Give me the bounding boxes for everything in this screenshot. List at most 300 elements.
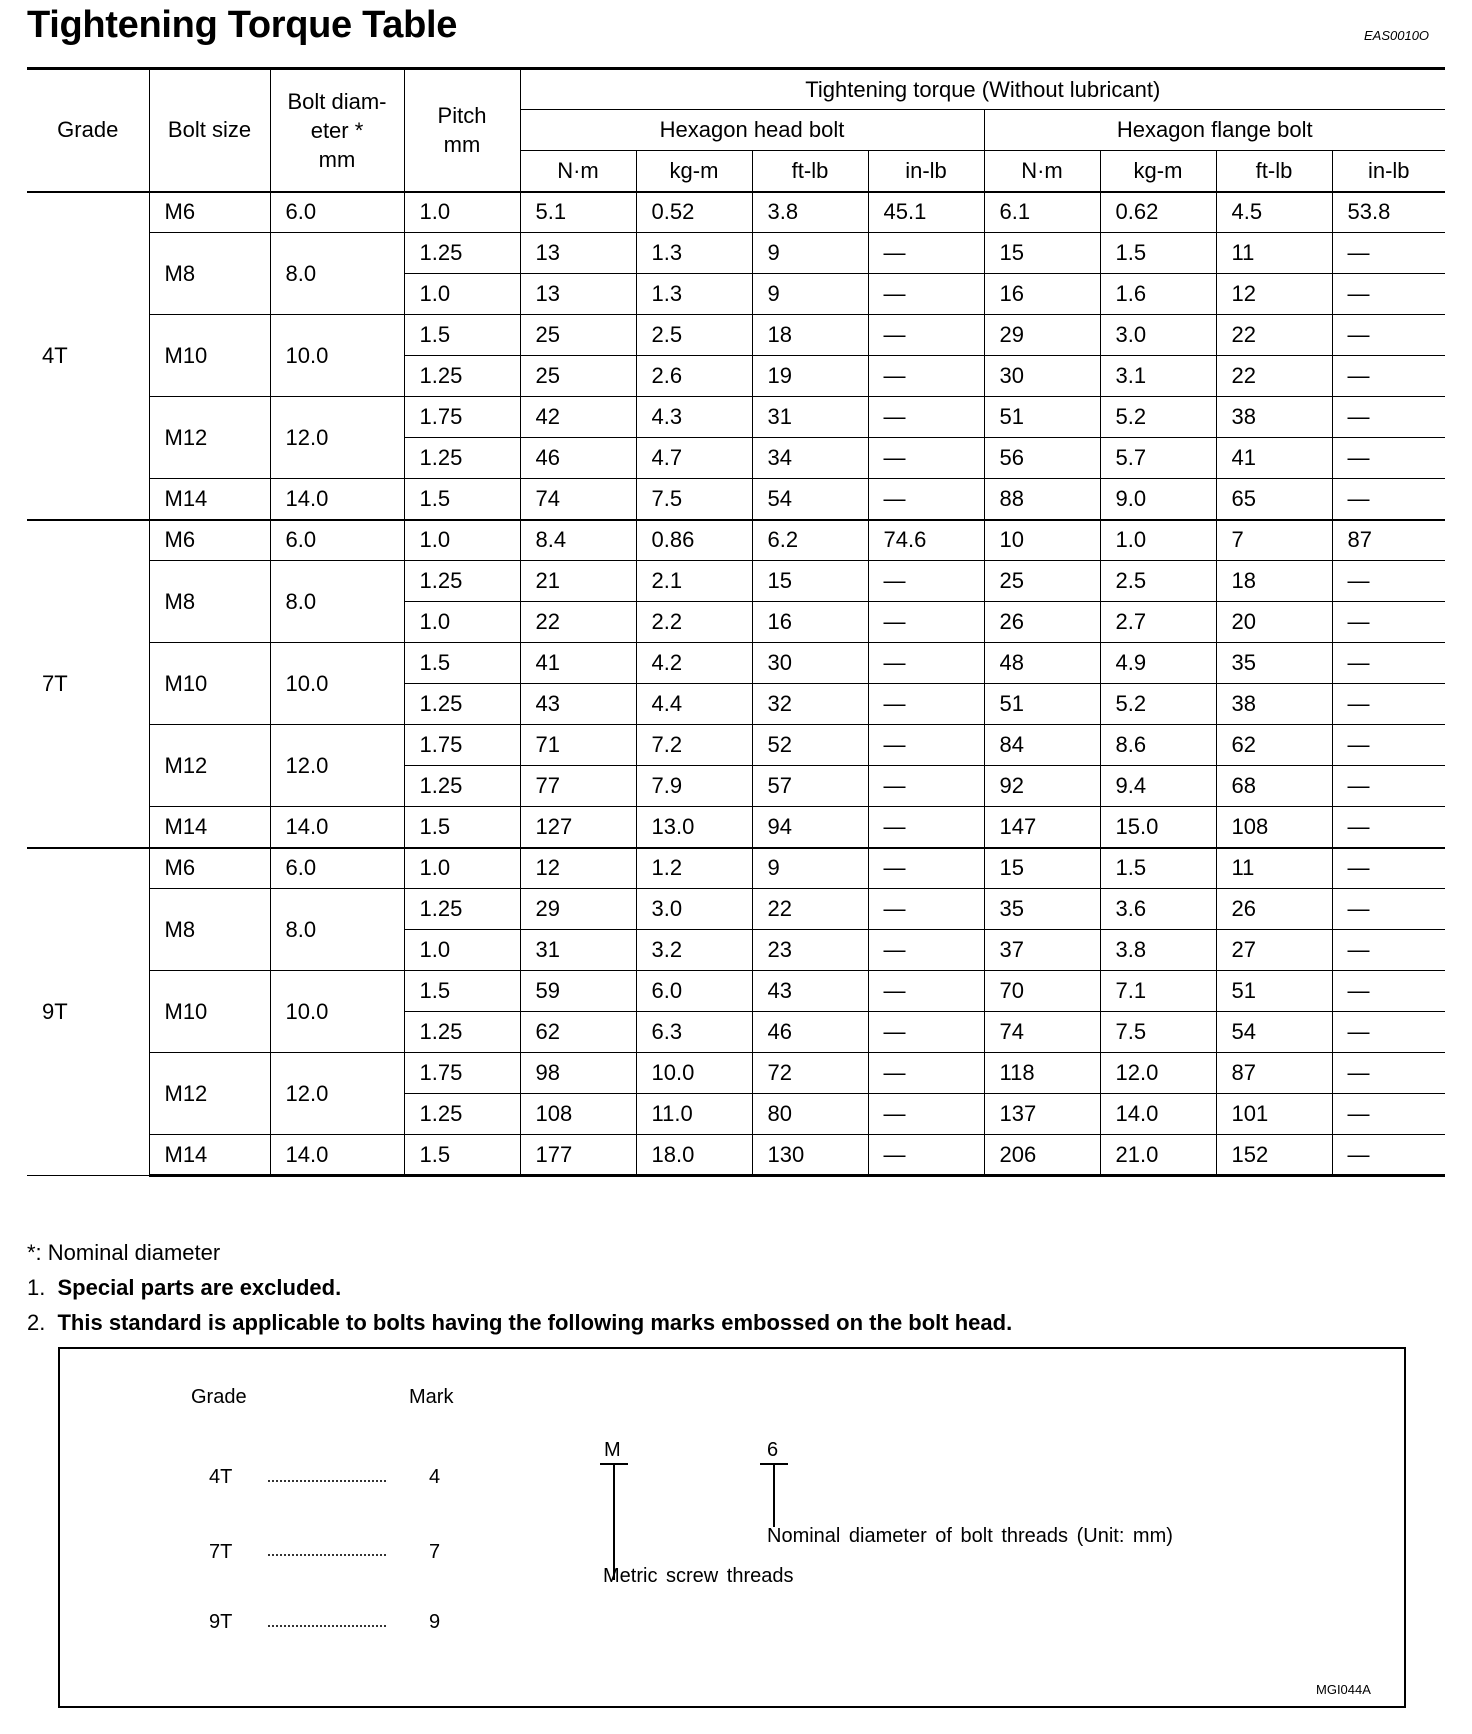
bolt-size-cell: M6 — [149, 848, 270, 889]
torque-value-cell: 9.0 — [1100, 479, 1216, 520]
document-code: EAS0010O — [1364, 28, 1430, 43]
torque-value-cell: 1.3 — [636, 274, 752, 315]
torque-value-cell: 5.2 — [1100, 684, 1216, 725]
torque-value-cell: 30 — [984, 356, 1100, 397]
torque-value-cell: 13 — [520, 274, 636, 315]
torque-value-cell: 29 — [520, 889, 636, 930]
header-grade: Grade — [27, 69, 149, 192]
torque-value-cell: 22 — [520, 602, 636, 643]
torque-value-cell: 54 — [752, 479, 868, 520]
torque-value-cell: 7.5 — [1100, 1012, 1216, 1053]
torque-value-cell: 74.6 — [868, 520, 984, 561]
torque-value-cell: 68 — [1216, 766, 1332, 807]
header-bolt-size: Bolt size — [149, 69, 270, 192]
torque-value-cell: — — [868, 1012, 984, 1053]
bolt-size-cell: M12 — [149, 397, 270, 479]
torque-value-cell: 25 — [520, 315, 636, 356]
torque-value-cell: — — [1332, 315, 1445, 356]
torque-value-cell: — — [868, 479, 984, 520]
torque-value-cell: 92 — [984, 766, 1100, 807]
bolt-diameter-cell: 10.0 — [270, 315, 404, 397]
torque-value-cell: 108 — [520, 1094, 636, 1135]
torque-value-cell: 3.1 — [1100, 356, 1216, 397]
leader-line-6 — [773, 1463, 775, 1527]
torque-value-cell: 9 — [752, 848, 868, 889]
torque-value-cell: 0.86 — [636, 520, 752, 561]
bolt-diameter-cell: 6.0 — [270, 848, 404, 889]
unit-header: kg-m — [636, 151, 752, 192]
torque-table — [27, 67, 1445, 1177]
torque-value-cell: 1.5 — [1100, 848, 1216, 889]
table-row — [27, 643, 1445, 684]
pitch-cell: 1.25 — [404, 766, 520, 807]
unit-header: N·m — [520, 151, 636, 192]
torque-value-cell: 7.2 — [636, 725, 752, 766]
torque-value-cell: 59 — [520, 971, 636, 1012]
label-6: 6 — [767, 1439, 779, 1461]
bolt-mark-figure — [58, 1347, 1406, 1708]
torque-value-cell: — — [1332, 356, 1445, 397]
torque-value-cell: 94 — [752, 807, 868, 848]
torque-value-cell: 25 — [984, 561, 1100, 602]
torque-value-cell: 19 — [752, 356, 868, 397]
torque-value-cell: — — [868, 684, 984, 725]
table-row — [27, 807, 1445, 848]
torque-value-cell: — — [1332, 889, 1445, 930]
torque-value-cell: 35 — [984, 889, 1100, 930]
torque-value-cell: 34 — [752, 438, 868, 479]
bolt-diameter-cell: 10.0 — [270, 643, 404, 725]
bolt-diameter-cell: 8.0 — [270, 889, 404, 971]
torque-value-cell: — — [868, 397, 984, 438]
torque-value-cell: 5.1 — [520, 192, 636, 233]
torque-value-cell: 98 — [520, 1053, 636, 1094]
torque-value-cell: 2.5 — [636, 315, 752, 356]
torque-value-cell: 32 — [752, 684, 868, 725]
pitch-cell: 1.25 — [404, 1094, 520, 1135]
torque-value-cell: 9 — [752, 233, 868, 274]
torque-value-cell: 77 — [520, 766, 636, 807]
unit-header: ft-lb — [1216, 151, 1332, 192]
torque-value-cell: 4.9 — [1100, 643, 1216, 684]
bolt-diameter-cell: 8.0 — [270, 233, 404, 315]
torque-value-cell: 5.7 — [1100, 438, 1216, 479]
torque-value-cell: — — [1332, 438, 1445, 479]
torque-value-cell: 21.0 — [1100, 1135, 1216, 1176]
page-title: Tightening Torque Table — [27, 4, 458, 46]
torque-value-cell: 5.2 — [1100, 397, 1216, 438]
torque-value-cell: 54 — [1216, 1012, 1332, 1053]
torque-value-cell: 16 — [752, 602, 868, 643]
torque-value-cell: — — [868, 848, 984, 889]
torque-value-cell: 7.1 — [1100, 971, 1216, 1012]
torque-value-cell: 42 — [520, 397, 636, 438]
header-hexagon-head-bolt: Hexagon head bolt — [520, 110, 984, 151]
torque-value-cell: 4.3 — [636, 397, 752, 438]
torque-value-cell: 48 — [984, 643, 1100, 684]
torque-value-cell: 21 — [520, 561, 636, 602]
pitch-cell: 1.75 — [404, 397, 520, 438]
torque-value-cell: 74 — [520, 479, 636, 520]
pitch-cell: 1.5 — [404, 971, 520, 1012]
pitch-cell: 1.0 — [404, 192, 520, 233]
torque-value-cell: 8.4 — [520, 520, 636, 561]
torque-value-cell: 43 — [752, 971, 868, 1012]
figure-mark-header: Mark — [409, 1386, 454, 1408]
torque-value-cell: 108 — [1216, 807, 1332, 848]
torque-value-cell: 4.5 — [1216, 192, 1332, 233]
torque-value-cell: — — [868, 930, 984, 971]
pitch-cell: 1.25 — [404, 889, 520, 930]
figure-code: MGI044A — [1316, 1682, 1371, 1697]
torque-value-cell: 38 — [1216, 684, 1332, 725]
torque-value-cell: 2.6 — [636, 356, 752, 397]
figure-grade-label: 7T — [209, 1541, 233, 1563]
torque-value-cell: — — [868, 1094, 984, 1135]
torque-value-cell: 26 — [1216, 889, 1332, 930]
torque-value-cell: 72 — [752, 1053, 868, 1094]
torque-value-cell: 152 — [1216, 1135, 1332, 1176]
bolt-size-cell: M12 — [149, 1053, 270, 1135]
torque-value-cell: 9 — [752, 274, 868, 315]
table-row — [27, 889, 1445, 930]
torque-value-cell: 65 — [1216, 479, 1332, 520]
torque-value-cell: 70 — [984, 971, 1100, 1012]
torque-value-cell: — — [1332, 397, 1445, 438]
torque-value-cell: 101 — [1216, 1094, 1332, 1135]
torque-value-cell: 27 — [1216, 930, 1332, 971]
torque-value-cell: 4.7 — [636, 438, 752, 479]
torque-value-cell: — — [1332, 1053, 1445, 1094]
bolt-size-cell: M14 — [149, 807, 270, 848]
torque-value-cell: 18 — [752, 315, 868, 356]
torque-value-cell: 26 — [984, 602, 1100, 643]
torque-value-cell: 1.2 — [636, 848, 752, 889]
torque-value-cell: 87 — [1216, 1053, 1332, 1094]
bolt-diameter-cell: 12.0 — [270, 397, 404, 479]
torque-value-cell: 22 — [1216, 356, 1332, 397]
bolt-diameter-cell: 6.0 — [270, 192, 404, 233]
torque-value-cell: 14.0 — [1100, 1094, 1216, 1135]
torque-value-cell: 29 — [984, 315, 1100, 356]
table-row — [27, 192, 1445, 233]
figure-mark-value: 4 — [429, 1466, 441, 1488]
header-bolt-diameter: Bolt diam- eter * mm — [270, 69, 404, 192]
torque-value-cell: 25 — [520, 356, 636, 397]
torque-value-cell: 51 — [984, 684, 1100, 725]
bolt-size-cell: M10 — [149, 643, 270, 725]
figure-mark-value: 9 — [429, 1611, 441, 1633]
torque-value-cell: 10.0 — [636, 1053, 752, 1094]
torque-value-cell: 7 — [1216, 520, 1332, 561]
torque-value-cell: 53.8 — [1332, 192, 1445, 233]
table-row — [27, 1135, 1445, 1176]
torque-value-cell: 2.7 — [1100, 602, 1216, 643]
torque-value-cell: — — [868, 889, 984, 930]
torque-value-cell: 12.0 — [1100, 1053, 1216, 1094]
torque-value-cell: 4.4 — [636, 684, 752, 725]
figure-grade-label: 4T — [209, 1466, 233, 1488]
torque-value-cell: 10 — [984, 520, 1100, 561]
torque-value-cell: — — [868, 602, 984, 643]
header-pitch: Pitch mm — [404, 69, 520, 192]
table-row — [27, 315, 1445, 356]
torque-value-cell: 3.8 — [752, 192, 868, 233]
torque-value-cell: 3.8 — [1100, 930, 1216, 971]
torque-value-cell: 12 — [1216, 274, 1332, 315]
bolt-diameter-cell: 12.0 — [270, 725, 404, 807]
figure-mark-value: 7 — [429, 1541, 441, 1563]
torque-value-cell: 13 — [520, 233, 636, 274]
pitch-cell: 1.5 — [404, 807, 520, 848]
torque-value-cell: 8.6 — [1100, 725, 1216, 766]
torque-value-cell: 6.3 — [636, 1012, 752, 1053]
bolt-size-cell: M6 — [149, 192, 270, 233]
torque-value-cell: 38 — [1216, 397, 1332, 438]
bolt-size-cell: M12 — [149, 725, 270, 807]
bolt-size-cell: M10 — [149, 971, 270, 1053]
torque-value-cell: 11 — [1216, 233, 1332, 274]
table-row — [27, 561, 1445, 602]
torque-value-cell: 57 — [752, 766, 868, 807]
torque-value-cell: 62 — [1216, 725, 1332, 766]
table-row — [27, 479, 1445, 520]
unit-header: kg-m — [1100, 151, 1216, 192]
pitch-cell: 1.0 — [404, 930, 520, 971]
torque-value-cell: 37 — [984, 930, 1100, 971]
leader-dots — [268, 1625, 386, 1627]
leader-dots — [268, 1554, 386, 1556]
unit-header: in-lb — [868, 151, 984, 192]
torque-value-cell: 51 — [1216, 971, 1332, 1012]
unit-header: ft-lb — [752, 151, 868, 192]
table-row — [27, 725, 1445, 766]
torque-value-cell: 12 — [520, 848, 636, 889]
torque-value-cell: 31 — [752, 397, 868, 438]
unit-header: in-lb — [1332, 151, 1445, 192]
bolt-size-cell: M8 — [149, 889, 270, 971]
torque-value-cell: 1.0 — [1100, 520, 1216, 561]
torque-value-cell: — — [1332, 602, 1445, 643]
pitch-cell: 1.25 — [404, 356, 520, 397]
torque-value-cell: 71 — [520, 725, 636, 766]
table-row — [27, 233, 1445, 274]
bolt-size-cell: M14 — [149, 479, 270, 520]
torque-value-cell: 23 — [752, 930, 868, 971]
torque-value-cell: 18 — [1216, 561, 1332, 602]
torque-value-cell: — — [1332, 1012, 1445, 1053]
bolt-size-cell: M8 — [149, 561, 270, 643]
torque-value-cell: 137 — [984, 1094, 1100, 1135]
torque-value-cell: — — [1332, 684, 1445, 725]
torque-value-cell: 6.0 — [636, 971, 752, 1012]
torque-value-cell: 35 — [1216, 643, 1332, 684]
torque-value-cell: 1.3 — [636, 233, 752, 274]
torque-value-cell: — — [868, 807, 984, 848]
torque-value-cell: 46 — [752, 1012, 868, 1053]
torque-value-cell: — — [1332, 725, 1445, 766]
torque-value-cell: 6.2 — [752, 520, 868, 561]
torque-value-cell: 3.0 — [1100, 315, 1216, 356]
torque-value-cell: 31 — [520, 930, 636, 971]
torque-value-cell: 13.0 — [636, 807, 752, 848]
torque-value-cell: 127 — [520, 807, 636, 848]
torque-value-cell: — — [1332, 643, 1445, 684]
torque-value-cell: — — [1332, 807, 1445, 848]
leader-line-m — [613, 1463, 615, 1580]
torque-value-cell: — — [1332, 233, 1445, 274]
torque-value-cell: — — [868, 274, 984, 315]
grade-cell: 4T — [27, 192, 149, 520]
torque-value-cell: 41 — [520, 643, 636, 684]
torque-value-cell: 80 — [752, 1094, 868, 1135]
torque-value-cell: — — [868, 356, 984, 397]
torque-value-cell: — — [1332, 766, 1445, 807]
torque-value-cell: 74 — [984, 1012, 1100, 1053]
torque-value-cell: 43 — [520, 684, 636, 725]
torque-value-cell: — — [868, 315, 984, 356]
torque-value-cell: 130 — [752, 1135, 868, 1176]
table-row — [27, 520, 1445, 561]
torque-value-cell: 3.6 — [1100, 889, 1216, 930]
unit-header: N·m — [984, 151, 1100, 192]
torque-value-cell: 1.6 — [1100, 274, 1216, 315]
pitch-cell: 1.75 — [404, 725, 520, 766]
bolt-size-cell: M14 — [149, 1135, 270, 1176]
torque-value-cell: — — [868, 1053, 984, 1094]
torque-value-cell: 56 — [984, 438, 1100, 479]
torque-value-cell: 147 — [984, 807, 1100, 848]
torque-value-cell: 206 — [984, 1135, 1100, 1176]
torque-value-cell: 87 — [1332, 520, 1445, 561]
pitch-cell: 1.5 — [404, 479, 520, 520]
nominal-diameter-caption: Nominal diameter of bolt threads (Unit: mm) — [767, 1525, 1173, 1547]
figure-grade-label: 9T — [209, 1611, 233, 1633]
torque-value-cell: — — [868, 1135, 984, 1176]
torque-value-cell: 2.2 — [636, 602, 752, 643]
pitch-cell: 1.25 — [404, 561, 520, 602]
torque-value-cell: 45.1 — [868, 192, 984, 233]
bolt-size-cell: M8 — [149, 233, 270, 315]
torque-value-cell: — — [868, 725, 984, 766]
torque-value-cell: 11.0 — [636, 1094, 752, 1135]
torque-value-cell: 7.5 — [636, 479, 752, 520]
torque-value-cell: 62 — [520, 1012, 636, 1053]
bolt-diameter-cell: 8.0 — [270, 561, 404, 643]
pitch-cell: 1.0 — [404, 274, 520, 315]
torque-value-cell: 2.5 — [1100, 561, 1216, 602]
figure-grade-header: Grade — [191, 1386, 247, 1408]
torque-value-cell: 7.9 — [636, 766, 752, 807]
torque-value-cell: 22 — [1216, 315, 1332, 356]
grade-cell: 9T — [27, 848, 149, 1176]
torque-value-cell: — — [1332, 971, 1445, 1012]
torque-value-cell: — — [1332, 848, 1445, 889]
leader-dots — [268, 1480, 386, 1482]
bolt-diameter-cell: 14.0 — [270, 807, 404, 848]
bolt-diameter-cell: 14.0 — [270, 479, 404, 520]
header-hexagon-flange-bolt: Hexagon flange bolt — [984, 110, 1445, 151]
torque-value-cell: 0.62 — [1100, 192, 1216, 233]
torque-value-cell: 46 — [520, 438, 636, 479]
table-row — [27, 1053, 1445, 1094]
torque-value-cell: 18.0 — [636, 1135, 752, 1176]
torque-value-cell: 1.5 — [1100, 233, 1216, 274]
torque-value-cell: 15.0 — [1100, 807, 1216, 848]
grade-cell: 7T — [27, 520, 149, 848]
torque-value-cell: 15 — [752, 561, 868, 602]
bolt-size-cell: M10 — [149, 315, 270, 397]
torque-value-cell: 3.2 — [636, 930, 752, 971]
torque-value-cell: 22 — [752, 889, 868, 930]
torque-value-cell: — — [1332, 1135, 1445, 1176]
torque-value-cell: 6.1 — [984, 192, 1100, 233]
torque-value-cell: — — [1332, 479, 1445, 520]
torque-value-cell: 3.0 — [636, 889, 752, 930]
pitch-cell: 1.25 — [404, 438, 520, 479]
table-row — [27, 848, 1445, 889]
bolt-diameter-cell: 10.0 — [270, 971, 404, 1053]
torque-value-cell: 9.4 — [1100, 766, 1216, 807]
pitch-cell: 1.75 — [404, 1053, 520, 1094]
footnote-nominal-diameter: *: Nominal diameter — [27, 1240, 221, 1265]
torque-value-cell: 15 — [984, 848, 1100, 889]
torque-value-cell: 177 — [520, 1135, 636, 1176]
pitch-cell: 1.25 — [404, 684, 520, 725]
torque-value-cell: — — [868, 766, 984, 807]
torque-value-cell: 84 — [984, 725, 1100, 766]
torque-value-cell: — — [868, 233, 984, 274]
torque-value-cell: 16 — [984, 274, 1100, 315]
torque-table-body — [27, 192, 1445, 1176]
table-row — [27, 397, 1445, 438]
metric-screw-threads-caption: Metric screw threads — [603, 1565, 794, 1587]
pitch-cell: 1.5 — [404, 1135, 520, 1176]
bolt-size-cell: M6 — [149, 520, 270, 561]
torque-value-cell: 0.52 — [636, 192, 752, 233]
torque-value-cell: 118 — [984, 1053, 1100, 1094]
torque-value-cell: 20 — [1216, 602, 1332, 643]
torque-value-cell: 11 — [1216, 848, 1332, 889]
torque-value-cell: — — [868, 438, 984, 479]
torque-value-cell: — — [868, 561, 984, 602]
bolt-diameter-cell: 6.0 — [270, 520, 404, 561]
torque-value-cell: 30 — [752, 643, 868, 684]
torque-value-cell: 52 — [752, 725, 868, 766]
label-m: M — [604, 1439, 621, 1461]
bolt-diameter-cell: 12.0 — [270, 1053, 404, 1135]
torque-value-cell: — — [1332, 561, 1445, 602]
torque-value-cell: — — [1332, 1094, 1445, 1135]
note-item-1: 1. Special parts are excluded. — [27, 1275, 342, 1300]
torque-value-cell: — — [868, 971, 984, 1012]
torque-value-cell: — — [1332, 274, 1445, 315]
bolt-diameter-cell: 14.0 — [270, 1135, 404, 1176]
pitch-cell: 1.0 — [404, 520, 520, 561]
note-item-2: 2. This standard is applicable to bolts having the following marks embossed on the bolt head. — [27, 1310, 1013, 1335]
torque-value-cell: 88 — [984, 479, 1100, 520]
torque-value-cell: 41 — [1216, 438, 1332, 479]
torque-value-cell: 15 — [984, 233, 1100, 274]
table-row — [27, 971, 1445, 1012]
pitch-cell: 1.0 — [404, 602, 520, 643]
pitch-cell: 1.5 — [404, 315, 520, 356]
torque-value-cell: 51 — [984, 397, 1100, 438]
torque-value-cell: 4.2 — [636, 643, 752, 684]
header-tightening-torque: Tightening torque (Without lubricant) — [520, 69, 1445, 110]
torque-value-cell: 2.1 — [636, 561, 752, 602]
pitch-cell: 1.0 — [404, 848, 520, 889]
